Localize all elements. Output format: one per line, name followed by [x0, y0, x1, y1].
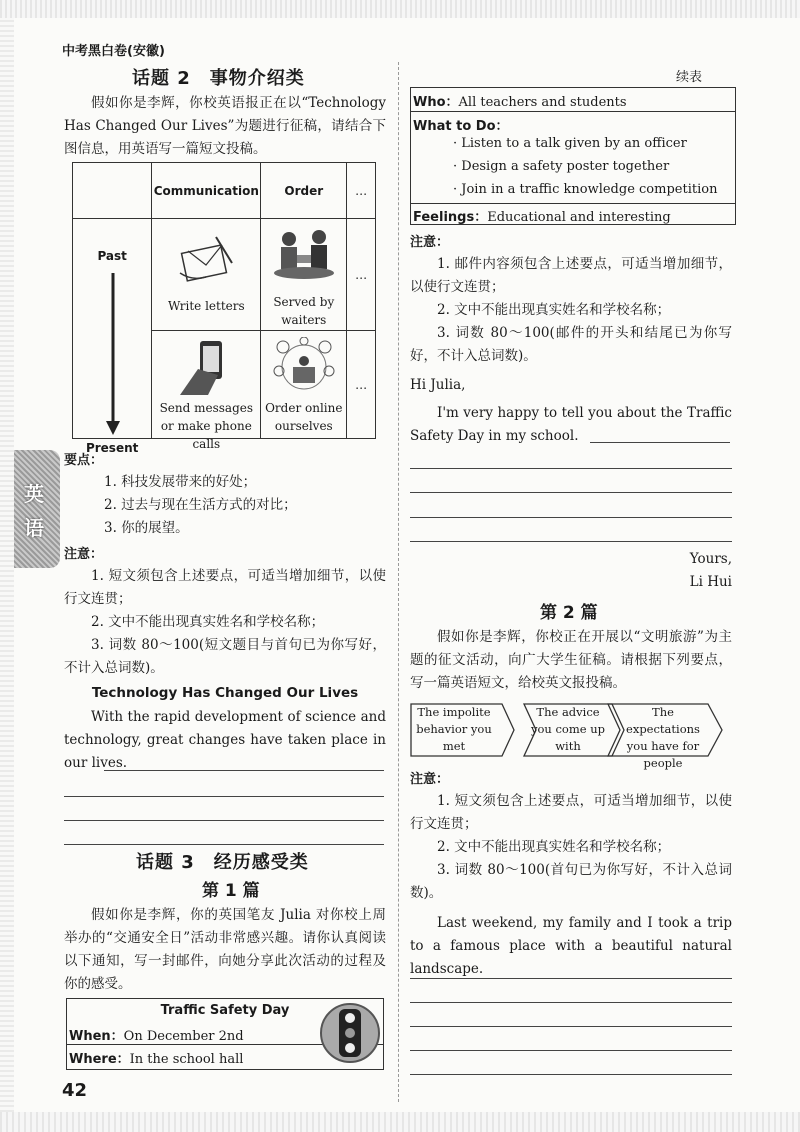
notice-activity: · Join in a traffic knowledge competition: [453, 182, 718, 197]
column-divider: [398, 62, 399, 1102]
notice-who-label: Who：: [413, 95, 459, 110]
writing-line[interactable]: [410, 978, 732, 979]
subject-tab: [14, 450, 60, 568]
topic2-title: 话题 2 事物介绍类: [132, 68, 305, 89]
writing-line[interactable]: [64, 796, 384, 797]
col-header-more: …: [347, 163, 376, 219]
notice-feelings-label: Feelings：: [413, 210, 488, 225]
part2-opening: Last weekend, my family and I took a trip to a famous place with a beautiful natural landscape.: [410, 915, 732, 977]
caption-order-online: Order online ourselves: [265, 401, 343, 433]
writing-line[interactable]: [64, 820, 384, 821]
writing-line[interactable]: [410, 1026, 732, 1027]
cell-present-order: [261, 331, 347, 439]
topic2-prompt: 假如你是李辉，你校英语报正在以“Technology Has Changed Our Lives”为题进行征稿，请结合下图信息，用英语写一篇短文投稿。: [64, 95, 386, 157]
letter-opening: I'm very happy to tell you about the Traffic Safety Day in my school.: [410, 405, 732, 444]
writing-line[interactable]: [410, 1050, 732, 1051]
notice-when: [69, 1025, 244, 1044]
essay-title: Technology Has Changed Our Lives: [91, 685, 359, 701]
caption-send-messages: Send messages or make phone calls: [159, 401, 254, 451]
subject-tab-char: 语: [24, 516, 44, 540]
note: 1. 邮件内容须包含上述要点，可适当增加细节，以使行文连贯；: [410, 256, 732, 295]
notice-rule: [411, 111, 735, 112]
writing-line[interactable]: [410, 492, 732, 493]
note: 3. 词数 80～100(邮件的开头和结尾已为你写好，不计入总词数)。: [410, 325, 732, 364]
part2-point: The advice you come up with: [531, 705, 605, 753]
key-point: 1. 科技发展带来的好处；: [104, 474, 257, 490]
part1-title: 第 1 篇: [202, 881, 260, 901]
timeline-arrow-icon: [106, 273, 120, 437]
table-corner-cell: [73, 163, 152, 219]
writing-line[interactable]: [104, 770, 384, 771]
waiter-serving-icon: [269, 227, 339, 283]
notice-what-label: What to Do：: [413, 119, 509, 134]
book-title: 中考黑白卷(安徽): [62, 44, 165, 59]
notice-where-value: In the school hall: [129, 1052, 244, 1067]
topic2-table: [72, 162, 376, 455]
col-header-order: Order: [261, 163, 347, 219]
note: 3. 词数 80～100(首句已为你写好，不计入总词数)。: [410, 862, 732, 901]
writing-line[interactable]: [410, 517, 732, 518]
notice-activity: · Listen to a talk given by an officer: [453, 136, 687, 151]
key-point: 2. 过去与现在生活方式的对比；: [104, 497, 297, 513]
cell-past-more: …: [347, 219, 376, 331]
subject-tab-char: 英: [24, 482, 44, 506]
traffic-light-icon: [319, 1001, 381, 1065]
writing-line[interactable]: [410, 1002, 732, 1003]
topic3-prompt: 假如你是李辉，你的英国笔友 Julia 对你校上周举办的“交通安全日”活动非常感兴趣。请你认真阅读以下通知，写一封邮件，向她分享此次活动的过程及你的感受。: [64, 907, 386, 992]
writing-line[interactable]: [64, 844, 384, 845]
key-point: 3. 你的展望。: [104, 520, 189, 536]
key-points-label: 要点：: [64, 453, 104, 468]
letter-greeting: Hi Julia,: [410, 377, 466, 393]
writing-line[interactable]: [410, 468, 732, 469]
col-header-communication: Communication: [152, 163, 261, 219]
note: 1. 短文须包含上述要点，可适当增加细节，以使行文连贯；: [64, 568, 386, 607]
part2-point: The expectations you have for people: [626, 705, 700, 770]
writing-letter-icon: [176, 233, 236, 283]
notes-label: 注意：: [410, 235, 450, 250]
cell-past-communication: [152, 219, 261, 331]
note: 2. 文中不能出现真实姓名和学校名称；: [437, 839, 671, 855]
notice-rule: [411, 203, 735, 204]
notes-label: 注意：: [410, 772, 450, 787]
letter-closing: Yours,: [689, 551, 732, 567]
scan-edge-bottom: [0, 1112, 800, 1132]
notice-where: [69, 1048, 243, 1067]
writing-line[interactable]: [590, 442, 730, 443]
cell-present-more: …: [347, 331, 376, 439]
notice-who: [413, 91, 627, 110]
notice-feelings: [413, 206, 671, 225]
note: 1. 短文须包含上述要点，可适当增加细节，以使行文连贯；: [410, 793, 732, 832]
notice-box-top: [66, 998, 384, 1070]
essay-opening: With the rapid development of science and technology, great changes have taken place in our lives.: [64, 709, 386, 771]
notice-title: Traffic Safety Day: [160, 1003, 290, 1018]
row-label-present: Present: [85, 441, 139, 455]
notice-when-value: On December 2nd: [123, 1029, 244, 1044]
notes-label: 注意：: [64, 547, 104, 562]
notice-who-value: All teachers and students: [458, 95, 627, 110]
part2-point: The impolite behavior you met: [416, 705, 492, 753]
writing-line[interactable]: [410, 1074, 732, 1075]
part2-prompt: 假如你是李辉，你校正在开展以“文明旅游”为主题的征文活动，向广大学生征稿。请根据下列要点，写一篇英语短文，给校英文报投稿。: [410, 629, 732, 691]
timeline-cell: [73, 219, 152, 455]
page-number: 42: [62, 1080, 88, 1101]
cell-past-order: [261, 219, 347, 331]
topic3-title: 话题 3 经历感受类: [136, 852, 309, 873]
online-order-icon: [271, 337, 337, 395]
notice-feelings-value: Educational and interesting: [487, 210, 671, 225]
scan-edge-top: [0, 0, 800, 18]
caption-served-by-waiters: Served by waiters: [273, 295, 335, 327]
row-label-past: Past: [97, 249, 127, 263]
letter-signature: Li Hui: [689, 574, 732, 590]
notice-box-continued: [410, 87, 736, 225]
notice-where-label: Where：: [69, 1052, 130, 1067]
phone-in-hand-icon: [178, 339, 234, 399]
writing-line[interactable]: [410, 541, 732, 542]
caption-write-letters: Write letters: [167, 299, 245, 313]
note: 3. 词数 80～100(短文题目与首句已为你写好，不计入总词数)。: [64, 637, 386, 676]
notice-activity: · Design a safety poster together: [453, 159, 670, 174]
note: 2. 文中不能出现真实姓名和学校名称；: [437, 302, 671, 318]
scan-edge-left: [0, 18, 14, 1112]
cell-present-communication: [152, 331, 261, 451]
notice-when-label: When：: [69, 1029, 124, 1044]
part2-title: 第 2 篇: [540, 603, 598, 623]
note: 2. 文中不能出现真实姓名和学校名称；: [91, 614, 325, 630]
continued-label: 续表: [676, 70, 703, 85]
